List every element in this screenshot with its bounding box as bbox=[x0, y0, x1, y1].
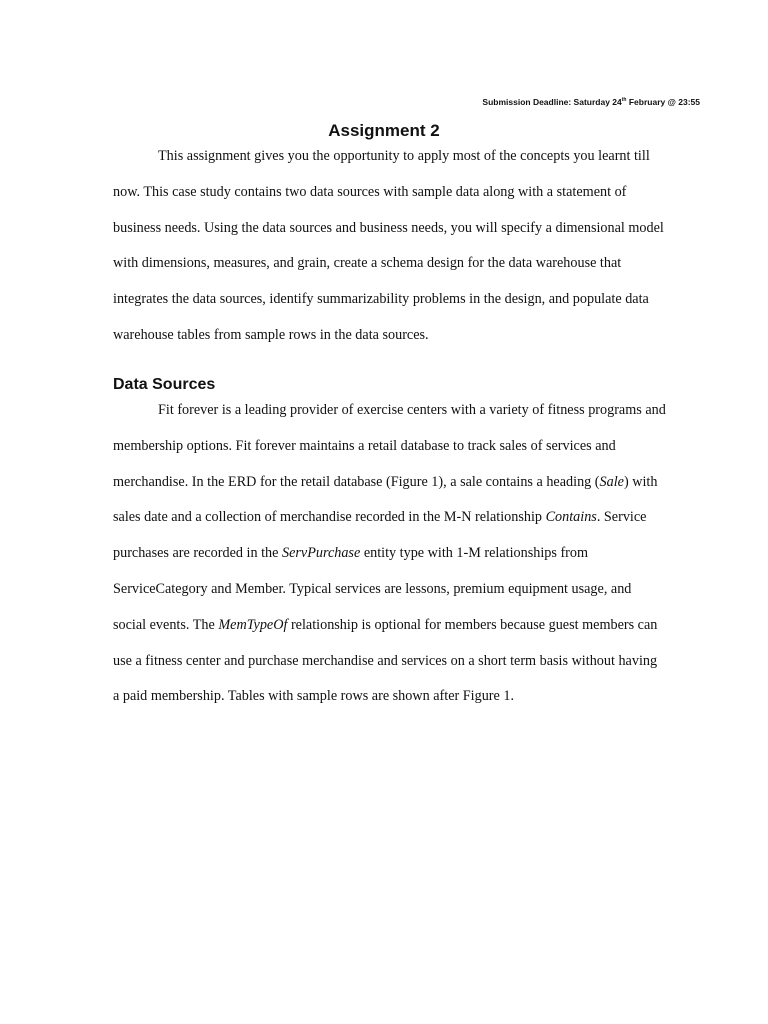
ds-line-1: Fit forever is a leading provider of exercise centers with a variety of fitness programs and bbox=[158, 402, 666, 418]
ds-line-3-a: merchandise. In the ERD for the retail database (Figure 1), a sale contains a heading ( bbox=[113, 473, 600, 490]
deadline-superscript: th bbox=[621, 97, 627, 104]
ds-line-7-b: relationship is optional for members because guest members can bbox=[287, 616, 658, 633]
ds-line-9: a paid membership. Tables with sample rows are shown after Figure 1. bbox=[113, 688, 515, 705]
intro-line-6: warehouse tables from sample rows in the data sources. bbox=[113, 326, 429, 343]
ds-line-3 bbox=[113, 465, 703, 501]
page-title: Assignment 2 bbox=[328, 121, 440, 140]
ds-line-4 bbox=[113, 500, 703, 536]
ds-line-5-b: entity type with 1-M relationships from bbox=[360, 545, 589, 562]
ds-term-contains: Contains bbox=[545, 509, 597, 526]
data-sources-paragraph bbox=[113, 393, 703, 715]
intro-line-4: with dimensions, measures, and grain, create a schema design for the data warehouse that bbox=[113, 255, 622, 272]
intro-line-1: This assignment gives you the opportunity to apply most of the concepts you learnt till bbox=[158, 148, 650, 164]
ds-line-6: ServiceCategory and Member. Typical services are lessons, premium equipment usage, and bbox=[113, 580, 632, 597]
intro-line-3: business needs. Using the data sources and business needs, you will specify a dimensional model bbox=[113, 219, 664, 236]
ds-line-4-a: sales date and a collection of merchandise recorded in the M-N relationship bbox=[113, 509, 546, 526]
section-heading-data-sources: Data Sources bbox=[113, 376, 216, 393]
intro-line-2: now. This case study contains two data sources with sample data along with a statement of bbox=[113, 183, 627, 200]
deadline-suffix: February @ 23:55 bbox=[626, 97, 700, 107]
deadline-prefix: Submission Deadline: Saturday 24 bbox=[482, 97, 622, 107]
ds-line-7-a: social events. The bbox=[113, 616, 219, 633]
ds-line-8: use a fitness center and purchase merchandise and services on a short term basis without having bbox=[113, 652, 658, 669]
ds-term-memtypeof: MemTypeOf bbox=[218, 616, 288, 633]
ds-term-sale: Sale bbox=[599, 473, 624, 490]
ds-line-5 bbox=[113, 536, 703, 572]
ds-line-7 bbox=[113, 608, 703, 644]
intro-paragraph bbox=[113, 139, 703, 354]
ds-term-servpurchase: ServPurchase bbox=[281, 545, 361, 562]
intro-line-5: integrates the data sources, identify summarizability problems in the design, and populate data bbox=[113, 291, 649, 308]
ds-line-4-b: . Service bbox=[596, 509, 647, 526]
ds-line-5-a: purchases are recorded in the bbox=[113, 545, 282, 562]
ds-line-2: membership options. Fit forever maintains a retail database to track sales of services and bbox=[113, 437, 616, 454]
ds-line-3-b: ) with bbox=[623, 473, 658, 490]
submission-deadline bbox=[482, 97, 700, 107]
